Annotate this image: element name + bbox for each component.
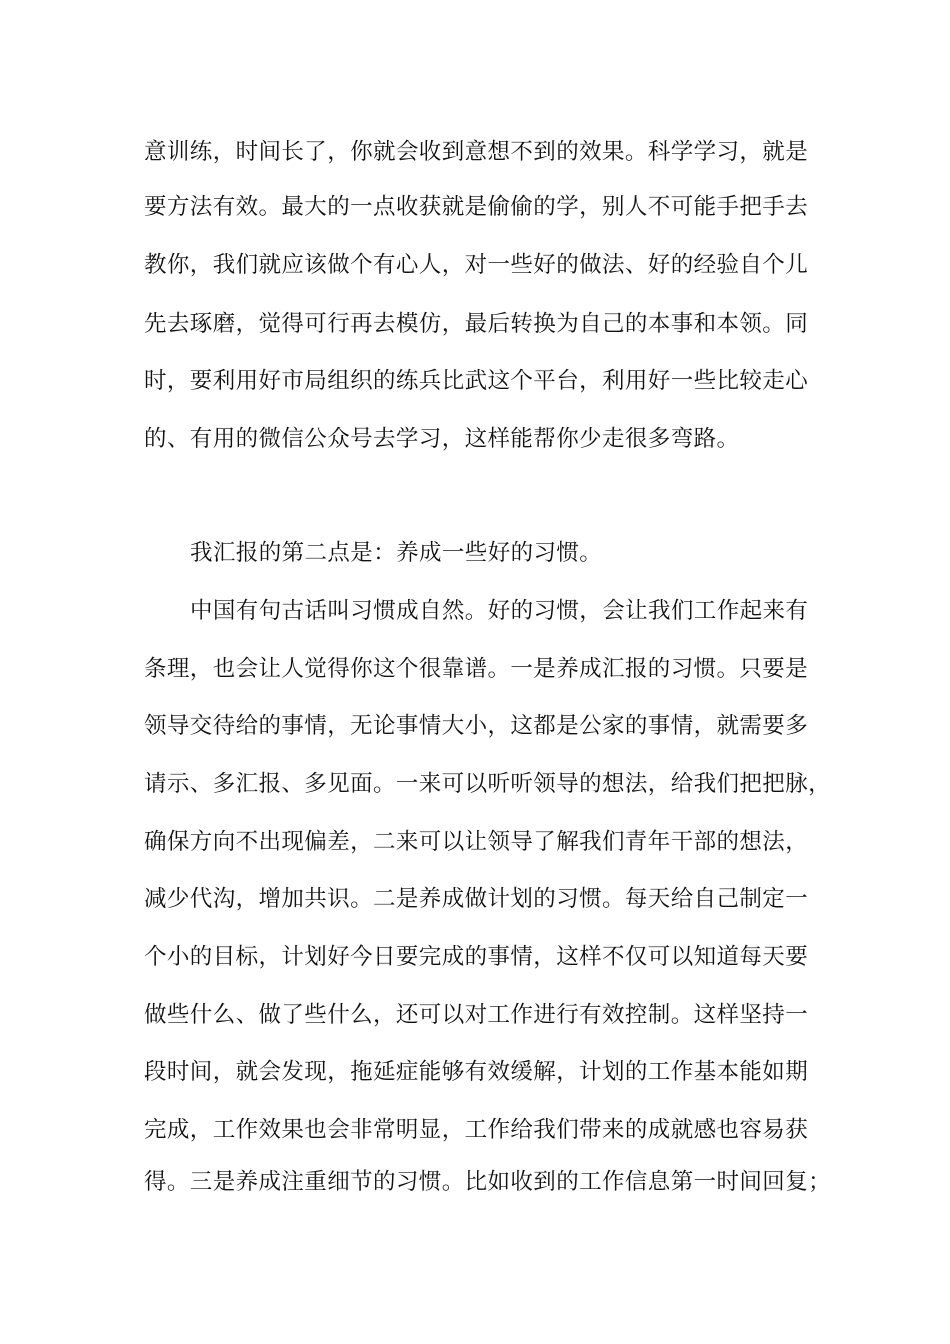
paragraph-1-line-3: 教你，我们就应该做个有心人，对一些好的做法、好的经验自个儿: [144, 252, 809, 278]
paragraph-3-line-8: 做些什么、做了些什么，还可以对工作进行有效控制。这样坚持一: [144, 1002, 809, 1028]
paragraph-3-line-7: 个小的目标，计划好今日要完成的事情，这样不仅可以知道每天要: [144, 944, 809, 970]
paragraph-3-line-6: 减少代沟，增加共识。二是养成做计划的习惯。每天给自己制定一: [144, 886, 809, 912]
section-heading: 我汇报的第二点是：养成一些好的习惯。: [190, 540, 603, 566]
paragraph-3-line-2: 条理，也会让人觉得你这个很靠谱。一是养成汇报的习惯。只要是: [144, 656, 809, 682]
paragraph-3-line-5: 确保方向不出现偏差，二来可以让领导了解我们青年干部的想法，: [144, 829, 809, 855]
paragraph-3-line-3: 领导交待给的事情，无论事情大小，这都是公家的事情，就需要多: [144, 713, 809, 739]
paragraph-3-line-10: 完成，工作效果也会非常明显，工作给我们带来的成就感也容易获: [144, 1117, 809, 1143]
paragraph-1-line-5: 时，要利用好市局组织的练兵比武这个平台，利用好一些比较走心: [144, 368, 809, 394]
paragraph-3-line-11: 得。三是养成注重细节的习惯。比如收到的工作信息第一时间回复；: [144, 1169, 832, 1195]
paragraph-1-line-2: 要方法有效。最大的一点收获就是偷偷的学，别人不可能手把手去: [144, 194, 809, 220]
paragraph-1-line-6: 的、有用的微信公众号去学习，这样能帮你少走很多弯路。: [144, 426, 740, 452]
paragraph-1-line-4: 先去琢磨，觉得可行再去模仿，最后转换为自己的本事和本领。同: [144, 311, 809, 337]
paragraph-3-line-9: 段时间，就会发现，拖延症能够有效缓解，计划的工作基本能如期: [144, 1059, 809, 1085]
paragraph-1-line-1: 意训练，时间长了，你就会收到意想不到的效果。科学学习，就是: [144, 139, 809, 165]
paragraph-3-line-4: 请示、多汇报、多见面。一来可以听听领导的想法，给我们把把脉，: [144, 771, 832, 797]
paragraph-3-line-1: 中国有句古话叫习惯成自然。好的习惯，会让我们工作起来有: [190, 598, 809, 624]
